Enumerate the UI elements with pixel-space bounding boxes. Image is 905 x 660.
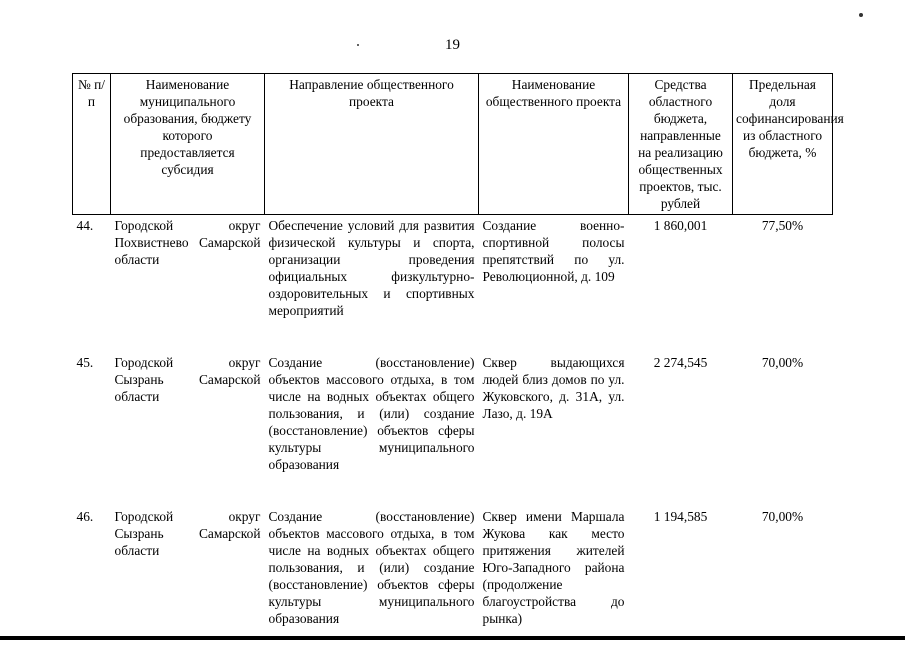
row-number: 44. bbox=[76, 218, 94, 233]
header-funds: Средства областного бюджета, направленные на реализацию общественных проектов, тыс. рублей bbox=[629, 74, 733, 215]
row-funds: 1 860,001 bbox=[653, 218, 708, 233]
row-funds: 1 194,585 bbox=[653, 509, 708, 524]
subsidy-table bbox=[72, 73, 844, 660]
row-direction: Создание (восстановление) объектов массового отдыха, в том числе на водных объектах общего пользования, и (или) создание (восстановление) объектов сферы культуры муниципального образования bbox=[268, 355, 475, 472]
row-project: Создание военно-спортивной полосы препятствий по ул. Революционной, д. 109 bbox=[482, 218, 625, 284]
row-direction: Создание (восстановление) объектов массового отдыха, в том числе на водных объектах общего пользования, и (или) создание (восстановление) объектов сферы культуры муниципального образования bbox=[268, 509, 475, 626]
row-municipality: Городской округ Сызрань Самарской области bbox=[114, 355, 261, 404]
header-project: Наименование общественного проекта bbox=[479, 74, 629, 215]
row-project: Сквер имени Маршала Жукова как место притяжения жителей Юго-Западного района (продолжение благоустройства до рынка) bbox=[482, 509, 625, 626]
row-share: 70,00% bbox=[761, 355, 804, 370]
header-municipality: Наименование муниципального образования, бюджету которого предоставляется субсидия bbox=[111, 74, 265, 215]
table-row bbox=[73, 352, 833, 506]
scan-speck bbox=[357, 44, 359, 46]
header-share: Предельная доля софинансирования из областного бюджета, % bbox=[733, 74, 833, 215]
row-project: Сквер выдающихся людей близ домов по ул. Жуковского, д. 31А, ул. Лазо, д. 19А bbox=[482, 355, 625, 421]
page-number: 19 bbox=[445, 37, 460, 53]
row-funds: 2 274,545 bbox=[653, 355, 708, 370]
header-direction: Направление общественного проекта bbox=[265, 74, 479, 215]
row-number: 46. bbox=[76, 509, 94, 524]
row-number: 45. bbox=[76, 355, 94, 370]
row-municipality: Городской округ Сызрань Самарской области bbox=[114, 509, 261, 558]
row-share: 77,50% bbox=[761, 218, 804, 233]
scan-speck bbox=[859, 13, 863, 17]
table-row bbox=[73, 215, 833, 353]
row-share: 70,00% bbox=[761, 509, 804, 524]
table-header bbox=[73, 74, 844, 215]
row-municipality: Городской округ Похвистнево Самарской области bbox=[114, 218, 261, 267]
scan-edge bbox=[0, 636, 905, 640]
row-direction: Обеспечение условий для развития физической культуры и спорта, организации проведения официальных физкультурно-оздоровительных и спортивных мероприятий bbox=[268, 218, 475, 318]
header-number: № п/п bbox=[73, 74, 111, 215]
